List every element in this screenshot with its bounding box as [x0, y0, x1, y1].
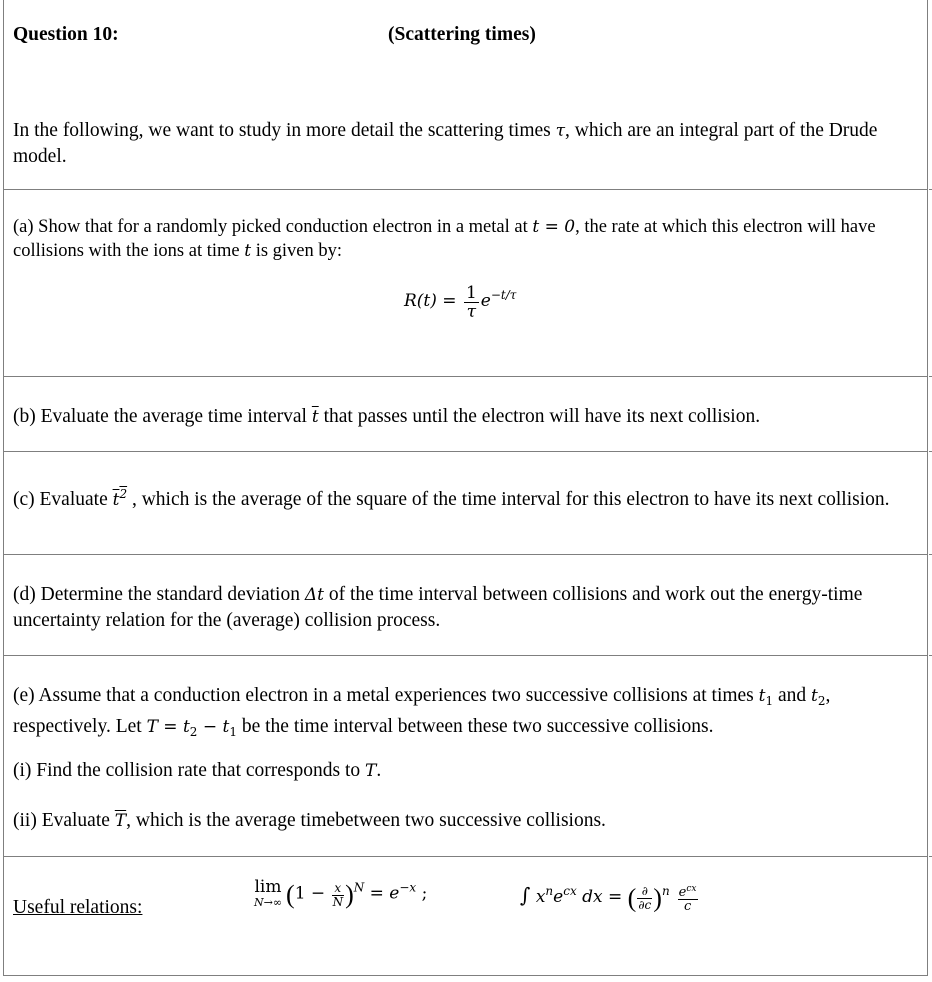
- pd-den: ∂c: [638, 897, 652, 912]
- part-e-t1: [759, 686, 773, 706]
- part-e-text-3: , respectively. Let: [13, 685, 831, 737]
- int-e-exp: cx: [563, 884, 577, 898]
- formula-base: e: [480, 291, 491, 312]
- part-d-text: [13, 582, 915, 633]
- formula-den: τ: [466, 302, 477, 322]
- lim-open-paren: (: [286, 880, 295, 909]
- lim-word: lim: [254, 877, 282, 897]
- part-e-t1-base: t: [758, 686, 766, 706]
- part-b-block: [4, 376, 927, 452]
- sub-i-text: (i) Find the collision rate that corresponds to: [13, 760, 366, 781]
- part-e-text-4: be the time interval between these two successive collisions.: [236, 716, 714, 737]
- lim-close-paren: ): [345, 880, 354, 909]
- rhs-fraction: [678, 883, 698, 913]
- lim-rhs: = e: [364, 883, 400, 904]
- part-a-text-1: (a) Show that for a randomly picked conduction electron in a metal at: [13, 217, 533, 237]
- part-d-text-1: (d) Determine the standard deviation: [13, 584, 305, 605]
- question-header-block: [4, 0, 927, 190]
- sub-i-T: T: [365, 761, 377, 781]
- limit-operator: [254, 879, 282, 911]
- formula-fraction: [464, 284, 479, 321]
- sub-i-end: .: [376, 760, 382, 781]
- intro-paragraph: [13, 118, 915, 169]
- lim-rhs-exp: −x: [399, 880, 417, 895]
- formula-lhs: R(t) =: [404, 291, 462, 312]
- pd-fraction: [637, 885, 652, 912]
- lim-frac-den: N: [332, 894, 344, 909]
- part-e-T-def: [147, 717, 237, 737]
- lim-fraction: [332, 882, 345, 909]
- rhs-num: [678, 883, 698, 900]
- part-a-text-2: , the rate at which this electron will have collisions with the ions at time: [13, 217, 876, 261]
- part-b-text-2: that passes until the electron will have its next collision.: [318, 406, 761, 427]
- part-e-T-sub1: 1: [229, 725, 237, 739]
- part-e-text-1: (e) Assume that a conduction electron in a metal experiences two successive collisions at times: [13, 685, 759, 706]
- part-c-t: t: [112, 490, 120, 510]
- part-e-text: [13, 683, 915, 745]
- part-c-text-1: (c) Evaluate: [13, 489, 113, 510]
- part-d-delta-t: Δt: [304, 585, 324, 605]
- pd-num: ∂: [637, 885, 652, 899]
- part-e-t2-sub: 2: [817, 694, 826, 708]
- part-c-block: [4, 451, 927, 555]
- part-a-text: [13, 215, 915, 263]
- part-e-T-minus: − t: [197, 717, 230, 737]
- relations-label: Useful relations:: [13, 897, 143, 918]
- lim-frac-num: x: [332, 882, 345, 896]
- part-d-text-2: of the time interval between collisions and work out the energy-time uncertainty relation for the (average) collision process.: [13, 584, 863, 631]
- part-a-text-3: is given by:: [251, 241, 343, 261]
- part-e-T-eq: T = t: [146, 717, 190, 737]
- relation-separator: ;: [416, 883, 428, 904]
- relations-block: [4, 856, 927, 976]
- part-e-block: [4, 655, 927, 857]
- lim-one-minus: 1 −: [294, 883, 331, 904]
- lim-under: N→∞: [254, 896, 283, 909]
- pd-open-paren: (: [627, 883, 637, 913]
- int-e: e: [553, 887, 564, 907]
- rhs-num-exp: cx: [686, 884, 697, 895]
- rate-formula: [404, 284, 516, 321]
- part-a-math-t0: t = 0: [532, 217, 576, 237]
- int-x: x: [530, 887, 546, 907]
- limit-relation: [254, 879, 427, 911]
- question-title: (Scattering times): [388, 24, 536, 45]
- part-a-block: [4, 189, 927, 377]
- intro-text-start: In the following, we want to study in more detail the scattering times: [13, 120, 556, 141]
- integral-sign: ∫: [520, 883, 531, 907]
- part-c-t2bar: [112, 487, 128, 510]
- part-b-tbar: $\overline{t}$: [311, 407, 319, 427]
- part-b-text-1: (b) Evaluate the average time interval: [13, 406, 312, 427]
- part-e-t1-sub: 1: [765, 694, 774, 708]
- part-e-sub-i: [13, 758, 915, 784]
- question-label: Question 10:: [13, 24, 119, 45]
- sub-ii-text: (ii) Evaluate: [13, 810, 115, 831]
- part-e-t2: [811, 686, 825, 706]
- part-c-sup: 2: [119, 487, 128, 501]
- part-b-text: [13, 404, 915, 430]
- pd-close-paren: ): [653, 883, 662, 913]
- part-e-sub-ii: [13, 808, 915, 834]
- rhs-num-e: e: [678, 885, 687, 901]
- pd-exp: n: [661, 884, 670, 898]
- lim-exp: N: [353, 880, 365, 895]
- sub-ii-Tbar: $\overline{T}$: [114, 811, 127, 831]
- part-e-t2-base: t: [811, 686, 818, 706]
- formula-num: 1: [465, 283, 477, 303]
- int-x-exp: n: [545, 884, 554, 898]
- part-d-block: [4, 554, 927, 656]
- rhs-den: c: [683, 899, 692, 915]
- part-e-text-2: and: [773, 685, 812, 706]
- integral-relation: [520, 883, 699, 913]
- part-e-T-sub2: 2: [189, 725, 198, 739]
- intro-text-end: , which are an integral part of the Drude model.: [13, 120, 878, 167]
- int-dx: dx =: [576, 887, 628, 907]
- formula-exp: −t/τ: [490, 288, 517, 303]
- part-c-text: [13, 482, 915, 513]
- question-sheet: [3, 0, 928, 976]
- part-a-math-t: t: [244, 241, 252, 261]
- tau-symbol: τ: [555, 121, 566, 141]
- part-c-text-2: , which is the average of the square of the time interval for this electron to have its next collision.: [127, 489, 890, 510]
- sub-ii-end: , which is the average timebetween two successive collisions.: [126, 810, 606, 831]
